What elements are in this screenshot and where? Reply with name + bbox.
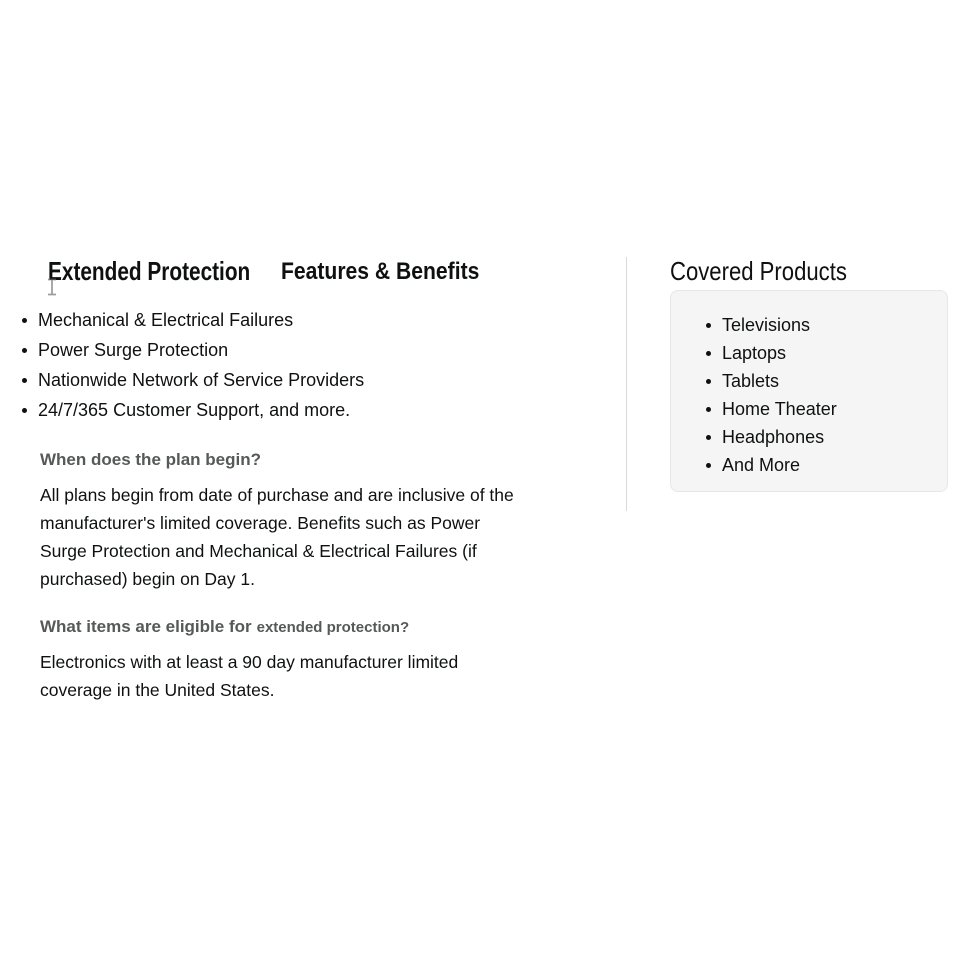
answer-line: purchased) begin on Day 1. <box>40 569 255 589</box>
covered-product-item: Laptops <box>706 339 837 367</box>
faq-answer-eligible-items <box>40 648 458 704</box>
faq-question-text-small: extended protection? <box>256 619 410 636</box>
faq-question-text: When does the plan begin? <box>40 450 261 469</box>
answer-line: coverage in the United States. <box>40 680 275 700</box>
answer-line: Electronics with at least a 90 day manufacturer limited <box>40 652 459 672</box>
benefit-item: 24/7/365 Customer Support, and more. <box>20 395 364 425</box>
covered-product-item: And More <box>706 451 837 479</box>
covered-product-item: Tablets <box>706 367 837 395</box>
faq-question-eligible-items <box>40 616 409 639</box>
i-beam-cursor-icon <box>46 278 58 296</box>
benefit-item: Mechanical & Electrical Failures <box>20 305 364 335</box>
covered-products-box <box>670 290 948 492</box>
answer-line: All plans begin from date of purchase and are inclusive of the <box>40 485 514 505</box>
covered-product-item: Home Theater <box>706 395 837 423</box>
answer-line: Surge Protection and Mechanical & Electrical Failures (if <box>40 541 477 561</box>
faq-answer-plan-begin <box>40 481 514 593</box>
column-divider <box>626 257 627 511</box>
benefit-item: Power Surge Protection <box>20 335 364 365</box>
faq-question-text: What items are eligible for <box>40 617 252 636</box>
covered-product-item: Headphones <box>706 423 837 451</box>
benefits-list <box>20 305 364 425</box>
answer-line: manufacturer's limited coverage. Benefits such as Power <box>40 513 481 533</box>
page-title-primary: Extended Protection <box>48 256 251 286</box>
covered-products-heading: Covered Products <box>670 256 847 286</box>
covered-product-item: Televisions <box>706 311 837 339</box>
page-title-secondary: Features & Benefits <box>281 258 480 285</box>
covered-products-list <box>671 311 837 479</box>
benefit-item: Nationwide Network of Service Providers <box>20 365 364 395</box>
faq-question-plan-begin <box>40 449 261 471</box>
